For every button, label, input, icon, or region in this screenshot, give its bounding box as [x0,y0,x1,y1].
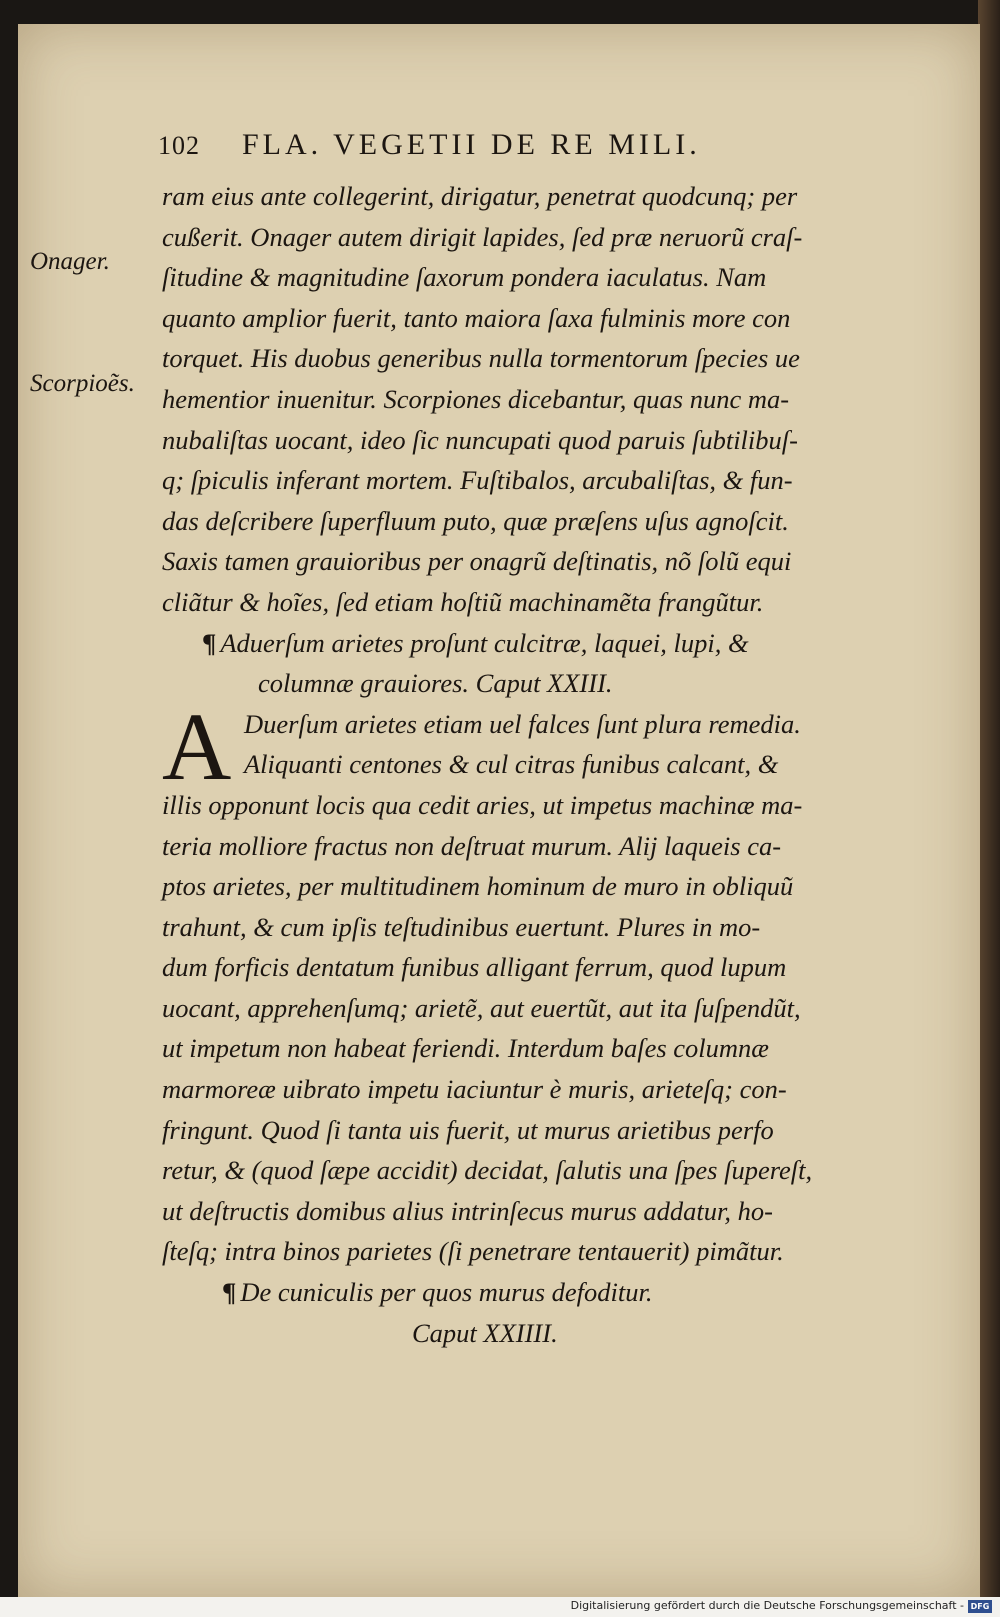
text-line: uocant, apprehenſumq; arietẽ, aut euertũt, aut ita ſuſpendũt, [162,992,801,1023]
text-line: dum forficis dentatum funibus alligant ferrum, quod lupum [162,952,787,983]
chapter-heading-line: Caput XXIIII. [412,1317,558,1348]
dfg-logo: DFG [968,1600,992,1613]
text-line: teria molliore fractus non deſtruat murum. Alij laqueis ca- [162,830,782,861]
text-line: das deſcribere ſuperfluum puto, quæ præſens uſus agnoſcit. [162,505,789,536]
running-title: FLA. VEGETII DE RE MILI. [242,128,701,161]
text-line: marmoreæ uibrato impetu iaciuntur è muris, arieteſq; con- [162,1074,787,1105]
text-line: q; ſpiculis inferant mortem. Fuſtibalos, arcubaliſtas, & fun- [162,465,793,496]
chapter-heading-text: Aduerſum arietes proſunt culcitræ, laquei, lupi, & [220,627,749,658]
text-line: cußerit. Onager autem dirigit lapides, ſed præ neruorũ craſ- [162,221,803,252]
text-line: ram eius ante collegerint, dirigatur, penetrat quodcunq; per [162,181,798,211]
text-line: hementior inuenitur. Scorpiones dicebantur, quas nunc ma- [162,383,790,414]
margin-note-onager: Onager. [30,248,110,275]
chapter-heading-text: De cuniculis per quos murus defoditur. [240,1277,653,1308]
text-line: retur, & (quod ſæpe accidit) decidat, ſalutis una ſpes ſupereſt, [162,1155,813,1186]
pilcrow-icon: ¶ [202,627,217,658]
page-number: 102 [158,131,200,160]
text-line: Duerſum arietes etiam uel falces ſunt plura remedia. [244,708,801,739]
body-text [162,176,897,1353]
text-line: nubaliſtas uocant, ideo ſic nuncupati quod paruis ſubtilibuſ- [162,424,798,455]
text-line: cliãtur & hoĩes, ſed etiam hoſtiũ machinamẽta frangũtur. [162,586,764,617]
pilcrow-icon: ¶ [222,1277,237,1308]
drop-cap-initial: A [162,693,232,800]
text-line: ptos arietes, per multitudinem hominum de muro in obliquũ [162,871,794,902]
text-line: Saxis tamen grauioribus per onagrũ deſtinatis, nõ ſolũ equi [162,546,792,577]
text-line: ſteſq; intra binos parietes (ſi penetrare tentauerit) pimãtur. [162,1236,784,1267]
text-line: Aliquanti centones & cul citras funibus calcant, & [244,749,779,780]
chapter-heading-line [162,1272,897,1313]
chapter-heading-line: columnæ grauiores. Caput XXIII. [258,668,613,699]
text-line: fringunt. Quod ſi tanta uis fuerit, ut murus arietibus perfo [162,1114,774,1145]
footer-credit: Digitalisierung gefördert durch die Deutsche Forschungsgemeinschaft - [570,1599,964,1612]
text-line: illis opponunt locis qua cedit aries, ut impetus machinæ ma- [162,789,803,820]
book-binding-edge [978,0,1000,1617]
margin-note-scorpiones: Scorpioẽs. [30,370,135,397]
text-line: ſitudine & magnitudine ſaxorum pondera iaculatus. Nam [162,262,767,293]
text-line: ut impetum non habeat feriendi. Interdum baſes columnæ [162,1033,769,1064]
text-line: torquet. His duobus generibus nulla tormentorum ſpecies ue [162,343,800,374]
running-header [158,128,818,162]
text-line: ut deſtructis domibus alius intrinſecus murus addatur, ho- [162,1195,773,1226]
text-line: trahunt, & cum ipſis teſtudinibus euertunt. Plures in mo- [162,911,761,942]
chapter-heading-line [162,623,897,664]
text-line: quanto amplior fuerit, tanto maiora ſaxa fulminis more con [162,302,791,333]
